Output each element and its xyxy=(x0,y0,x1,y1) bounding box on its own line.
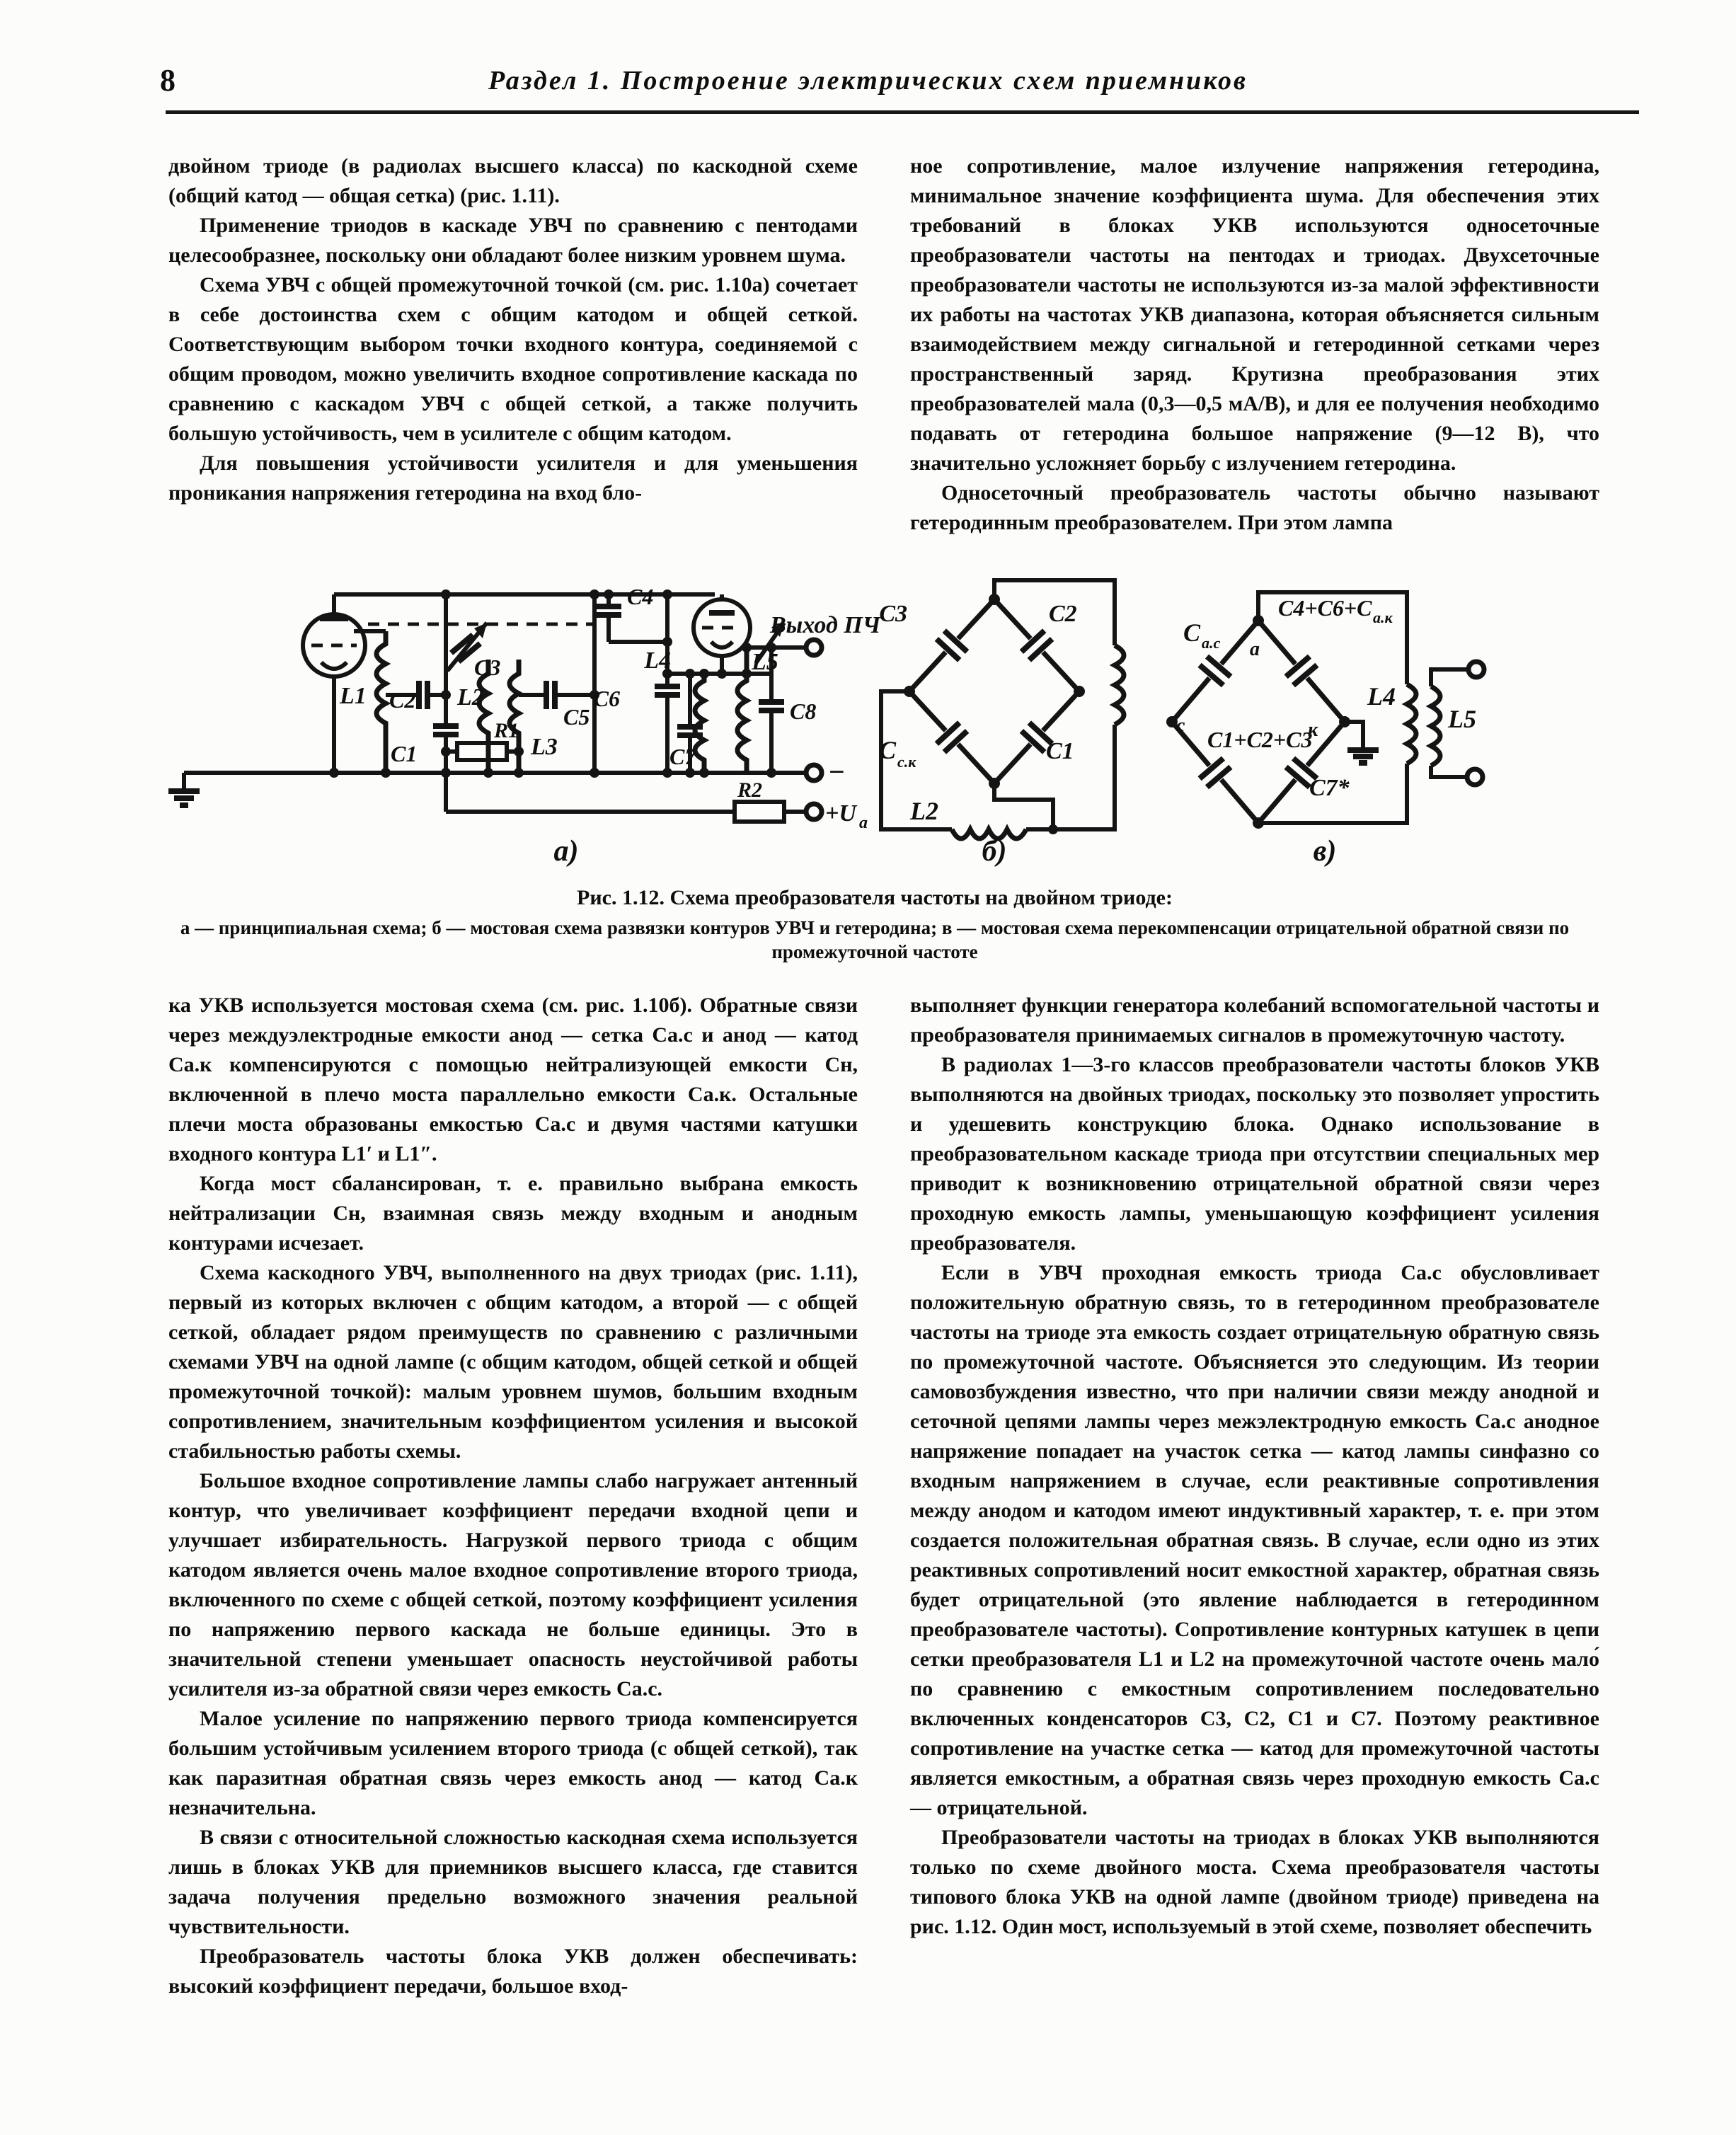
label-C7: C7 xyxy=(669,744,696,769)
capacitor-C1 xyxy=(433,726,459,735)
label-v-node-a: а xyxy=(1250,638,1260,660)
label-v-sum-mid: C1+C2+C3 xyxy=(1207,727,1313,752)
label-v-L5: L5 xyxy=(1448,705,1476,733)
label-C3: C3 xyxy=(474,655,501,680)
label-if-output: Выход ПЧ xyxy=(770,612,881,638)
coil-L4 xyxy=(695,674,704,773)
label-b-Cck-sub: с.к xyxy=(897,753,916,771)
figure-caption-title: Рис. 1.12. Схема преобразователя частоты на двойном триоде: xyxy=(577,886,1173,909)
label-sub-v: в) xyxy=(1313,835,1337,868)
secondary-terminal-bottom xyxy=(1467,769,1483,785)
bottom-right-column xyxy=(910,991,1599,2001)
paragraph: Малое усиление по напряжению первого триода компенсируется большим устойчивым усилением второго триода (с общей сеткой), так как паразитная обратная связь через емкость анод — катод Cа.к незначительна. xyxy=(168,1707,858,1819)
label-b-C3: C3 xyxy=(879,601,907,627)
diagram-a xyxy=(168,584,882,868)
paragraph: Схема каскодного УВЧ, выполненного на двух триодах (рис. 1.11), первый из которых включен с общим катодом, а второй — с общей сеткой, обладает рядом преимуществ по сравнению с различными схемами УВЧ на одной лампе (с общим катодом, общей сеткой и общей промежуточной точкой): малым уровнем шумов, большим входным сопротивлением, значительным коэффициентом усиления и высокой стабильностью работы схемы. xyxy=(168,1261,858,1463)
paragraph: Преобразователь частоты блока УКВ должен обеспечивать: высокий коэффициент передачи, большое вход- xyxy=(168,1945,858,1998)
label-C2: C2 xyxy=(389,687,416,713)
paragraph: Односеточный преобразователь частоты обычно называют гетеродинным преобразователем. При этом лампа xyxy=(910,481,1599,534)
top-left-column xyxy=(168,151,858,538)
paragraph: двойном триоде (в радиолах высшего класса) по каскодной схеме (общий катод — общая сетка) (рис. 1.11). xyxy=(168,154,858,207)
top-right-column xyxy=(910,151,1599,538)
coil-L1 xyxy=(376,631,386,773)
paragraph: Схема УВЧ с общей промежуточной точкой (см. рис. 1.10а) сочетает в себе достоинства схем с общим катодом и общей сеткой. Соответствующим выбором точки входного контура, соединяемой с общим проводом, можно увеличить входное сопротивление каскада по сравнению с каскадом УВЧ с общей сеткой, а также получить большую устойчивость, чем в усилителе с общим катодом. xyxy=(168,273,858,445)
label-plus-ua: +U xyxy=(825,800,856,827)
minus-terminal xyxy=(806,765,822,781)
page-number: 8 xyxy=(160,63,176,98)
label-v-node-c: с xyxy=(1176,715,1185,737)
label-v-C7: C7* xyxy=(1309,775,1350,801)
running-header: Раздел 1. Построение электрических схем приемников xyxy=(488,66,1248,96)
paragraph: Когда мост сбалансирован, т. е. правильно выбрана емкость нейтрализации Cн, взаимная связь между входным и анодным контурами исчезает. xyxy=(168,1172,858,1255)
paragraph: Преобразователи частоты на триодах в блоках УКВ выполняются только по схеме двойного моста. Схема преобразователя частоты типового блока УКВ на одной лампе (двойном триоде) приведена на рис. 1.12. Один мост, используемый в этой схеме, позволяет обеспечить xyxy=(910,1826,1599,1938)
vacuum-tube-icon xyxy=(694,594,750,674)
label-R1: R1 xyxy=(494,719,519,742)
coil-L5v xyxy=(1431,686,1440,766)
label-v-L4: L4 xyxy=(1367,682,1396,710)
figure-1-12 xyxy=(142,575,1663,882)
bottom-left-column xyxy=(168,991,858,2001)
coil-L5 xyxy=(737,648,747,773)
label-R2: R2 xyxy=(737,778,763,802)
figure-caption-detail: а — принципиальная схема; б — мостовая схема развязки контуров УВЧ и гетеродина; в — мостовая схема перекомпенсации отрицательной обратной связи по промежуточной частоте xyxy=(180,917,1570,962)
label-v-Cac-sub: а.с xyxy=(1202,634,1221,652)
ground-icon xyxy=(168,773,200,805)
paragraph: В радиолах 1—3-го классов преобразователи частоты блоков УКВ выполняются на двойных триодах, поскольку это позволяет упростить и удешевить конструкцию блока. Однако использование в преобразовательном каскаде триода при отсутствии специальных мер приводит к возникновению отрицательной обратной связи через проходную емкость лампы, уменьшающую коэффициент усиления преобразователя. xyxy=(910,1053,1599,1255)
resistor-R2 xyxy=(735,802,784,822)
label-C8: C8 xyxy=(790,698,817,724)
paragraph: ное сопротивление, малое излучение напряжения гетеродина, минимальное значение коэффициента шума. Для обеспечения этих требований в блоках УКВ используются односеточные преобразователи частоты на пентодах и триодах. Двухсеточные преобразователи частоты не используются из-за малой эффективности их работы на частотах УКВ диапазона, которая объясняется сильным взаимодействием между сигнальной и гетеродинной сетками через пространственный заряд. Крутизна преобразования этих преобразователей мала (0,3—0,5 мА/В), и для ее получения необходимо подавать от гетеродина большое напряжение (9—12 В), что значительно усложняет борьбу с излучением гетеродина. xyxy=(910,154,1599,475)
header-rule xyxy=(166,110,1639,114)
paragraph: выполняет функции генератора колебаний вспомогательной частоты и преобразователя принимаемых сигналов в промежуточную частоту. xyxy=(910,994,1599,1047)
coil-L4v xyxy=(1407,684,1416,764)
secondary-terminal-top xyxy=(1468,662,1484,677)
ground-icon xyxy=(1345,722,1379,763)
circuit-figure xyxy=(142,575,1663,882)
label-b-L2: L2 xyxy=(910,797,938,825)
label-L2: L2 xyxy=(457,684,484,710)
bottom-text-section xyxy=(168,991,1599,2001)
label-C5: C5 xyxy=(563,704,590,730)
label-b-Cck-main: C xyxy=(878,736,896,764)
label-b-C1: C1 xyxy=(1046,738,1074,764)
paragraph: Применение триодов в каскаде УВЧ по сравнению с пентодами целесообразнее, поскольку они обладают более низким уровнем шума. xyxy=(168,214,858,267)
diagram-b xyxy=(879,580,1124,868)
label-b-C2: C2 xyxy=(1049,601,1077,627)
paragraph: Если в УВЧ проходная емкость триода Cа.с обусловливает положительную обратную связь, то в гетеродинном преобразователе частоты на триоде эта емкость создает отрицательную обратную связь по промежуточной частоте. Объясняется это следующим. Из теории самовозбуждения известно, что при наличии связи между анодной и сеточной цепями лампы через межэлектродную емкость Cа.с анодное напряжение попадает на участок сетка — катод лампы синфазно со входным напряжением в случае, если реактивные сопротивления между анодом и катодом имеют индуктивный характер, т. е. при этом создается положительная обратная связь. В случае, если одно из этих реактивных сопротивлений носит емкостной характер, обратная связь будет отрицательной (это явление наблюдается в гетеродинном преобразователе частоты). Сопротивление контурных катушек в цепи сетки преобразователя L1 и L2 на промежуточной частоте очень мало́ по сравнению с емкостным сопротивлением последовательно включенных конденсаторов C3, C2, C1 и C7. Поэтому реактивное сопротивление на участке сетка — катод для промежуточной частоты является емкостным, а обратная связь через проходную емкость Cа.с — отрицательной. xyxy=(910,1261,1599,1819)
top-text-section xyxy=(168,151,1599,538)
label-C1: C1 xyxy=(391,741,418,766)
coil-right xyxy=(1115,645,1124,725)
paragraph: В связи с относительной сложностью каскодная схема используется лишь в блоках УКВ для приемников высшего класса, где ставится задача получения предельно возможного значения реальной чувствительности. xyxy=(168,1826,858,1938)
label-minus: − xyxy=(828,756,846,788)
label-L1: L1 xyxy=(340,683,367,709)
anode-supply-terminal xyxy=(806,804,822,819)
label-C6: C6 xyxy=(593,686,620,711)
resistor-R1 xyxy=(446,743,519,760)
label-v-node-k: к xyxy=(1308,719,1318,741)
label-C4: C4 xyxy=(627,584,654,609)
label-sub-b: б) xyxy=(982,835,1007,868)
if-output-terminal xyxy=(806,640,822,655)
label-plus-ua-sub: а xyxy=(859,814,868,832)
diagram-v xyxy=(1166,592,1484,868)
label-v-sum-top-sub: а.к xyxy=(1373,609,1393,626)
paragraph: Для повышения устойчивости усилителя и для уменьшения проникания напряжения гетеродина на вход бло- xyxy=(168,451,858,505)
label-v-Cac-main: C xyxy=(1183,618,1200,647)
label-L4: L4 xyxy=(644,648,671,674)
paragraph: ка УКВ используется мостовая схема (см. рис. 1.10б). Обратные связи через междуэлектродные емкости анод — сетка Cа.с и анод — катод Cа.к компенсируются с помощью нейтрализующей емкости Cн, включенной в плечо моста параллельно емкости Cа.к. Остальные плечи моста образованы емкостью Cа.с и двумя частями катушки входного контура L1′ и L1″. xyxy=(168,994,858,1166)
label-v-sum-top: C4+C6+C xyxy=(1278,595,1372,621)
paragraph: Большое входное сопротивление лампы слабо нагружает антенный контур, что увеличивает коэффициент передачи входной цепи и улучшает избирательность. Нагрузкой первого триода с общим катодом является очень малое входное сопротивление второго триода, включенного по схеме с общей сеткой, поэтому коэффициент усиления по напряжению первого каскада не больше единицы. Это в значительной степени уменьшает опасность неустойчивой работы усилителя из-за обратной связи через емкость Cа.с. xyxy=(168,1469,858,1700)
label-L5: L5 xyxy=(752,649,778,675)
label-sub-a: а) xyxy=(553,835,579,868)
label-L3: L3 xyxy=(531,734,558,760)
